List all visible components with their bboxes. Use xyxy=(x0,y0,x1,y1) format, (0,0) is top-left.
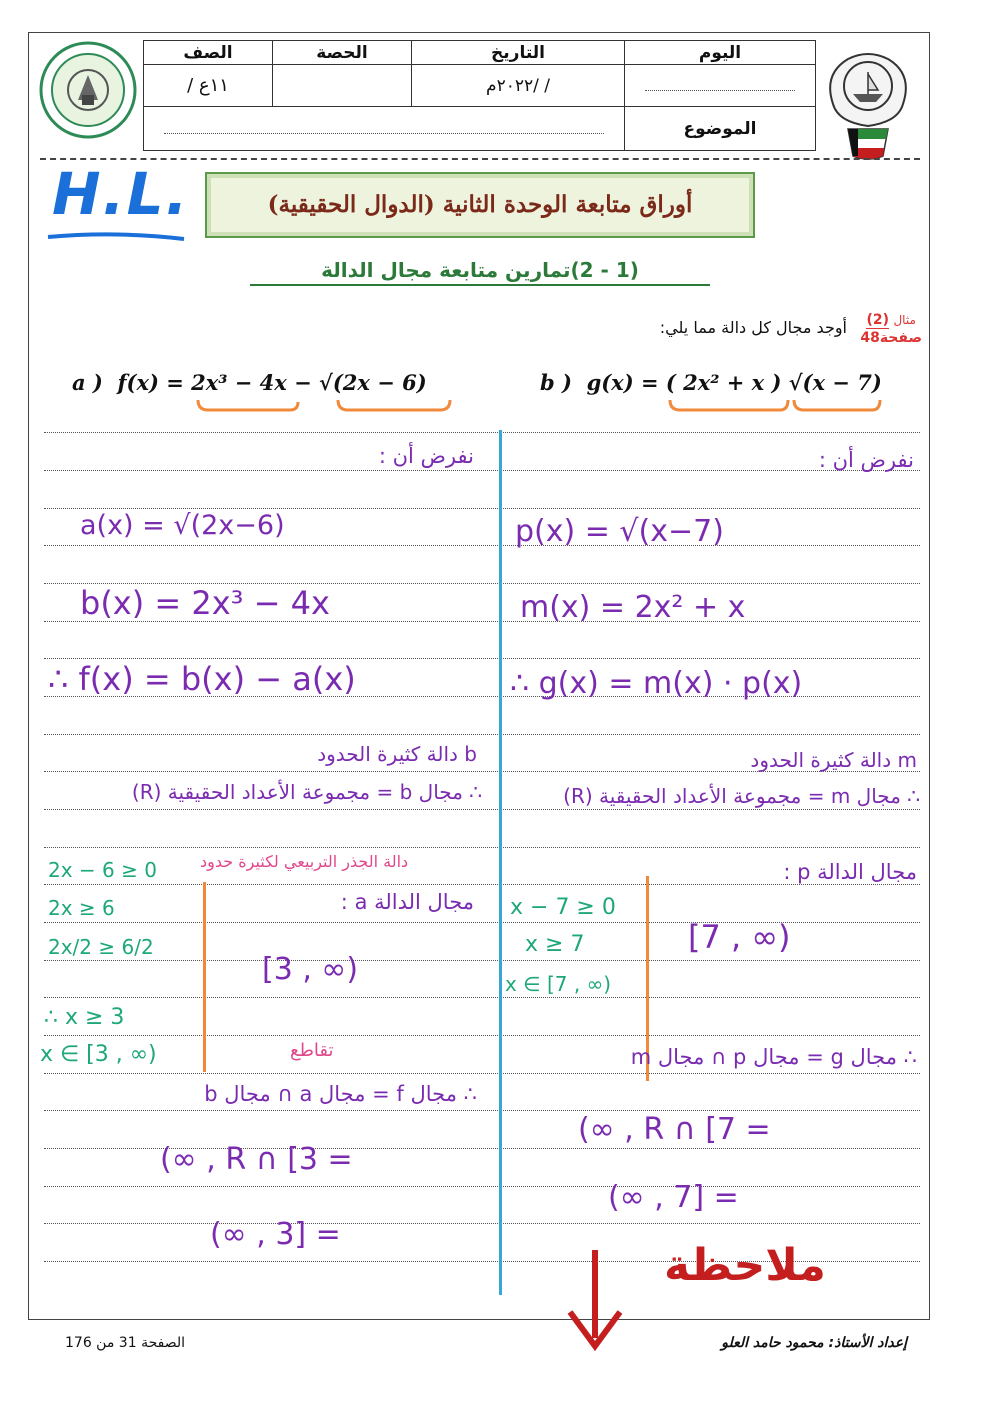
rule xyxy=(44,997,920,998)
left-step-2: = [3 , ∞) xyxy=(210,1217,341,1252)
rule xyxy=(44,545,920,546)
right-ineq-1: x − 7 ≥ 0 xyxy=(510,895,616,920)
date-value[interactable]: / /٢٠٢٢م xyxy=(412,65,625,107)
rule xyxy=(44,1110,920,1111)
day-label: اليوم xyxy=(625,41,816,65)
rule xyxy=(44,960,920,961)
page-number: الصفحة 31 من 176 xyxy=(65,1335,185,1351)
rule xyxy=(44,658,920,659)
right-assume: نفرض أن : xyxy=(818,448,914,472)
topic-field[interactable] xyxy=(144,107,625,151)
right-p-domain: [7 , ∞) xyxy=(688,918,791,956)
left-a-domain-label: مجال الدالة a : xyxy=(340,890,474,914)
header-table xyxy=(143,40,816,151)
school-seal xyxy=(38,40,138,140)
right-p-domain-label: مجال الدالة p : xyxy=(783,860,917,884)
rule xyxy=(44,1035,920,1036)
part-b-function: b ) g(x) = ( 2x² + x ) √(x − 7) xyxy=(540,370,882,395)
rule xyxy=(44,809,920,810)
rule xyxy=(44,508,920,509)
rule xyxy=(44,1073,920,1074)
right-m-type: m دالة كثيرة الحدود xyxy=(750,748,917,772)
kuwait-emblem xyxy=(818,44,918,162)
rule xyxy=(44,847,920,848)
rule xyxy=(44,432,920,433)
example-reference: مثال (2) صفحة48 xyxy=(860,312,922,346)
left-b-def: b(x) = 2x³ − 4x xyxy=(80,584,330,622)
left-b-type: b دالة كثيرة الحدود xyxy=(317,742,477,766)
rule xyxy=(44,1186,920,1187)
left-a-def: a(x) = √(2x−6) xyxy=(80,510,285,541)
left-f-domain: ∴ مجال f = مجال a ∩ مجال b xyxy=(204,1082,477,1106)
right-step-2: = [7 , ∞) xyxy=(608,1180,739,1215)
right-step-1: = R ∩ [7 , ∞) xyxy=(578,1112,771,1147)
left-ineq-2: 2x ≥ 6 xyxy=(48,896,115,920)
left-f-rel: ∴ f(x) = b(x) − a(x) xyxy=(48,660,356,698)
column-divider xyxy=(499,430,502,1295)
left-assume: نفرض أن : xyxy=(378,444,474,468)
right-g-domain: ∴ مجال g = مجال p ∩ مجال m xyxy=(630,1045,917,1069)
initials-underline xyxy=(46,228,186,236)
class-label: الصف xyxy=(144,41,273,65)
teacher-initials: H.L. xyxy=(52,160,190,228)
period-field[interactable] xyxy=(273,65,412,107)
left-b-domain: ∴ مجال b = مجموعة الأعداد الحقيقية (R) xyxy=(131,780,482,804)
right-m-def: m(x) = 2x² + x xyxy=(520,590,746,625)
topic-label: الموضوع xyxy=(625,107,816,151)
rule xyxy=(44,470,920,471)
left-ineq-3: 2x/2 ≥ 6/2 xyxy=(48,935,154,959)
right-m-domain: ∴ مجال m = مجموعة الأعداد الحقيقية (R) xyxy=(563,784,920,808)
author-credit: إعداد الأستاذ: محمود حامد العلو xyxy=(721,1335,907,1351)
note-label: ملاحظة xyxy=(664,1240,826,1291)
left-ineq-4: ∴ x ≥ 3 xyxy=(44,1005,125,1030)
right-g-rel: ∴ g(x) = m(x) · p(x) xyxy=(510,666,803,701)
left-orange-line xyxy=(203,882,206,1072)
part-a-function: a ) f(x) = 2x³ − 4x − √(2x − 6) xyxy=(72,370,427,395)
right-ineq-2: x ≥ 7 xyxy=(525,932,585,957)
rule xyxy=(44,1223,920,1224)
left-a-domain: [3 , ∞) xyxy=(262,952,359,987)
left-ineq-5: x ∈ [3 , ∞) xyxy=(40,1042,157,1067)
period-label: الحصة xyxy=(273,41,412,65)
right-p-def: p(x) = √(x−7) xyxy=(515,514,724,549)
class-value[interactable]: ١١ع / xyxy=(144,65,273,107)
left-intersect-note: تقاطع xyxy=(290,1040,334,1061)
rule xyxy=(44,884,920,885)
unit-title-box xyxy=(205,172,755,238)
orange-brackets xyxy=(190,396,890,420)
right-ineq-3: x ∈ [7 , ∞) xyxy=(505,972,612,996)
question-text: أوجد مجال كل دالة مما يلي: xyxy=(659,318,847,337)
date-label: التاريخ xyxy=(412,41,625,65)
unit-title: أوراق متابعة الوحدة الثانية (الدوال الحقيقية) xyxy=(267,191,693,218)
down-arrow-icon xyxy=(560,1246,630,1356)
left-ineq-1: 2x − 6 ≥ 0 xyxy=(48,858,157,882)
left-step-1: = R ∩ [3 , ∞) xyxy=(160,1142,353,1177)
rule xyxy=(44,734,920,735)
left-root-note: دالة الجذر التربيعي لكثيرة حدود xyxy=(200,852,409,871)
day-field[interactable] xyxy=(625,65,816,107)
exercise-subtitle: (1 - 2)تمارين متابعة مجال الدالة xyxy=(250,258,710,286)
